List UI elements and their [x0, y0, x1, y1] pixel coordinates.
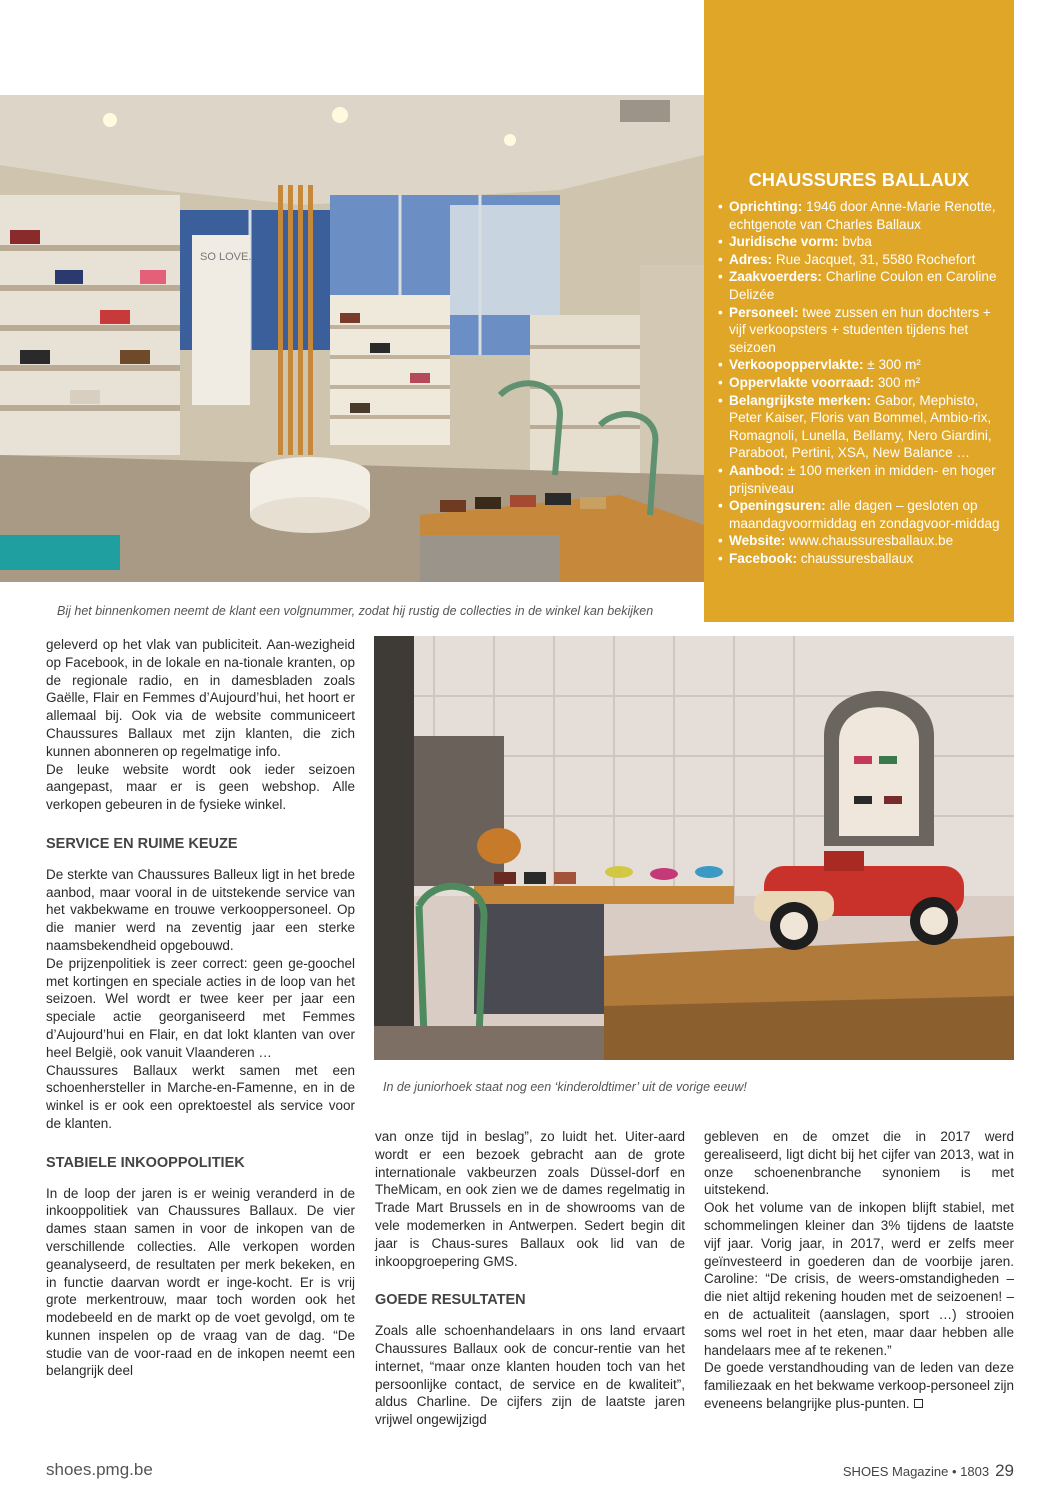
fact-item — [718, 497, 1006, 532]
paragraph: In de loop der jaren is er weinig veranderd in de inkooppolitiek van Chaussures Ballaux. De vier dames staan samen in voor de inkopen van de verschillende collecties. Alle verkopen worden geanalyseerd, de resultaten per merk bekeken, en in functie daarvan wordt er inge-kocht. Er is vrij grote merkentrouw, maar toch worden ook het modebeeld en de markt op de voet gevolgd, om te kunnen inspelen op de vraag van de dag. “De studie van de voor-raad en de inkopen neemt een belangrijk deel — [46, 1185, 355, 1379]
section-heading: GOEDE RESULTATEN — [375, 1292, 526, 1309]
paragraph: geleverd op het vlak van publiciteit. Aan-wezigheid op Facebook, in de lokale en na-tionale kranten, op de regionale radio, en in damesbladen zoals Gaëlle, Flair en Femmes d’Aujourd’hui, het hoort er allemaal bij. Ook via de website communiceert Chaussures Ballaux met zijn klanten, die zich kunnen abonneren op regelmatige info. — [46, 637, 355, 759]
photo1-caption: Bij het binnenkomen neemt de klant een volgnummer, zodat hij rustig de collecties in de winkel kan bekijken — [57, 604, 654, 618]
paragraph-text: De goede verstandhouding van de leden van deze familiezaak en het bekwame verkoop-personeel zijn eveneens belangrijke plus-punten. — [704, 1360, 1014, 1411]
junior-corner-photo — [374, 636, 1014, 1060]
paragraph: Ook het volume van de inkopen blijft stabiel, met schommelingen kleiner dan 3% tijdens de laatste vijf jaar. Vorig jaar, in 2017, werd er zelfs meer geïnvesteerd in goederen dan de voorbije jaren. Caroline: “De crisis, de weers-omstandigheden – die niet altijd rekening houden met de seizoenen! – en de actualiteit (aanslagen, sport …) strooien soms wel roet in het eten, maar daar hebben alle handelaars mee af te rekenen.” — [704, 1200, 1014, 1358]
fact-item — [718, 532, 1006, 550]
article-column-2 — [375, 1128, 685, 1429]
fact-value: ± 300 m² — [863, 357, 921, 373]
fact-label: Zaakvoerders: — [729, 269, 822, 285]
fact-value: 1946 door Anne-Marie Renotte, echtgenote van Charles Ballaux — [729, 199, 996, 232]
footer-website: shoes.pmg.be — [46, 1460, 153, 1479]
section-heading: SERVICE EN RUIME KEUZE — [46, 835, 238, 852]
fact-item — [718, 304, 1006, 357]
fact-value: www.chaussuresballaux.be — [785, 533, 954, 549]
fact-label: Aanbod: — [729, 462, 785, 478]
fact-item — [718, 251, 1006, 269]
article-column-1 — [46, 636, 355, 1380]
fact-label: Verkoopoppervlakte: — [729, 357, 864, 373]
fact-label: Openingsuren: — [729, 498, 826, 514]
fact-value: ± 100 merken in midden- en hoger prijsniveau — [729, 462, 996, 496]
fact-item — [718, 392, 1006, 462]
fact-label: Facebook: — [729, 550, 797, 566]
paragraph: van onze tijd in beslag”, zo luidt het. Uiter-aard wordt er een bezoek gebracht aan de grote internationale vakbeurzen zoals Düssel-dorf en TheMicam, en ook zien we de dames regelmatig in Trade Mart Brussels en in de showrooms van de vele modemerken in Antwerpen. Sedert begin dit jaar is Chaus-sures Ballaux ook lid van de inkoopgroepering GMS. — [375, 1129, 685, 1269]
fact-value: chaussuresballaux — [796, 550, 914, 566]
footer-publication — [843, 1461, 1014, 1481]
fact-item — [718, 374, 1006, 392]
section-heading: STABIELE INKOOPPOLITIEK — [46, 1154, 245, 1171]
paragraph: De prijzenpolitiek is zeer correct: geen ge-goochel met kortingen en speciale acties in de loop van het seizoen. Wel wordt er twee keer per jaar een speciale actie georganiseerd met Femmes d’Aujourd’hui en Flair, en dat lokt klanten van over heel België, ook vanuit Vlaanderen … — [46, 955, 355, 1060]
fact-value: bvba — [838, 234, 872, 250]
fact-label: Adres: — [729, 251, 773, 267]
fact-value: alle dagen – gesloten op maandagvoormiddag en zondagvoor-middag — [729, 498, 1000, 531]
fact-value: 300 m² — [874, 374, 921, 390]
paragraph: De leuke website wordt ook ieder seizoen aangepast, maar er is geen webshop. Alle verkopen gebeuren in de fysieke winkel. — [46, 761, 355, 813]
fact-item — [718, 233, 1006, 251]
store-interior-photo — [0, 95, 704, 582]
fact-item — [718, 356, 1006, 374]
end-of-article-icon — [914, 1399, 923, 1408]
fact-item — [718, 550, 1006, 568]
paragraph: Chaussures Ballaux werkt samen met een schoenhersteller in Marche-en-Famenne, en in de winkel is er ook een oprektoestel als service voor de klanten. — [46, 1062, 355, 1131]
paragraph — [704, 1359, 1014, 1412]
fact-label: Oppervlakte voorraad: — [729, 374, 875, 390]
company-facts-box — [704, 0, 1014, 622]
fact-label: Belangrijkste merken: — [729, 392, 872, 408]
fact-label: Juridische vorm: — [729, 234, 839, 250]
fact-item — [718, 198, 1006, 233]
fact-label: Personeel: — [729, 304, 799, 320]
fact-value: twee zussen en hun dochters + vijf verkoopsters + studenten tijdens het seizoen — [729, 304, 991, 355]
fact-value: Charline Coulon en Caroline Delizée — [729, 269, 997, 302]
store-sign-text: SO LOVE. — [200, 251, 252, 263]
fact-label: Website: — [729, 533, 786, 549]
paragraph: De sterkte van Chaussures Balleux ligt in het brede aanbod, maar vooral in de uitstekende service van het vakbekwame en trouwe verkooppersoneel. Op die manier werd na zeventig jaar een sterke naamsbekendheid opgebouwd. — [46, 866, 355, 953]
paragraph: gebleven en de omzet die in 2017 werd gerealiseerd, ligt dicht bij het cijfer van 2013, wat in onze schoenenbranche synoniem is met uitstekend. — [704, 1129, 1014, 1198]
fact-value: Gabor, Mephisto, Peter Kaiser, Floris van Bommel, Ambio-rix, Romagnoli, Lunella, Bellamy, Nero Giardini, Paraboot, Pertini, XSA, New Balance … — [729, 392, 992, 461]
fact-item — [718, 268, 1006, 303]
facts-title: CHAUSSURES BALLAUX — [748, 170, 970, 190]
fact-label: Oprichting: — [729, 199, 803, 214]
paragraph: Zoals alle schoenhandelaars in ons land ervaart Chaussures Ballaux ook de concur-rentie van het internet, “maar onze klanten houden toch van het persoonlijke contact, de service en de kwaliteit”, aldus Charline. De cijfers zijn de laatste jaren vrijwel ongewijzigd — [375, 1323, 685, 1428]
page-number: 29 — [995, 1461, 1014, 1480]
magazine-issue: SHOES Magazine • 1803 — [842, 1464, 990, 1479]
facts-list — [718, 198, 1006, 567]
fact-item — [718, 462, 1006, 497]
article-column-3 — [704, 1128, 1014, 1413]
fact-value: Rue Jacquet, 31, 5580 Rochefort — [772, 251, 976, 267]
photo2-caption: In de juniorhoek staat nog een ‘kinderoldtimer’ uit de vorige eeuw! — [383, 1080, 747, 1094]
